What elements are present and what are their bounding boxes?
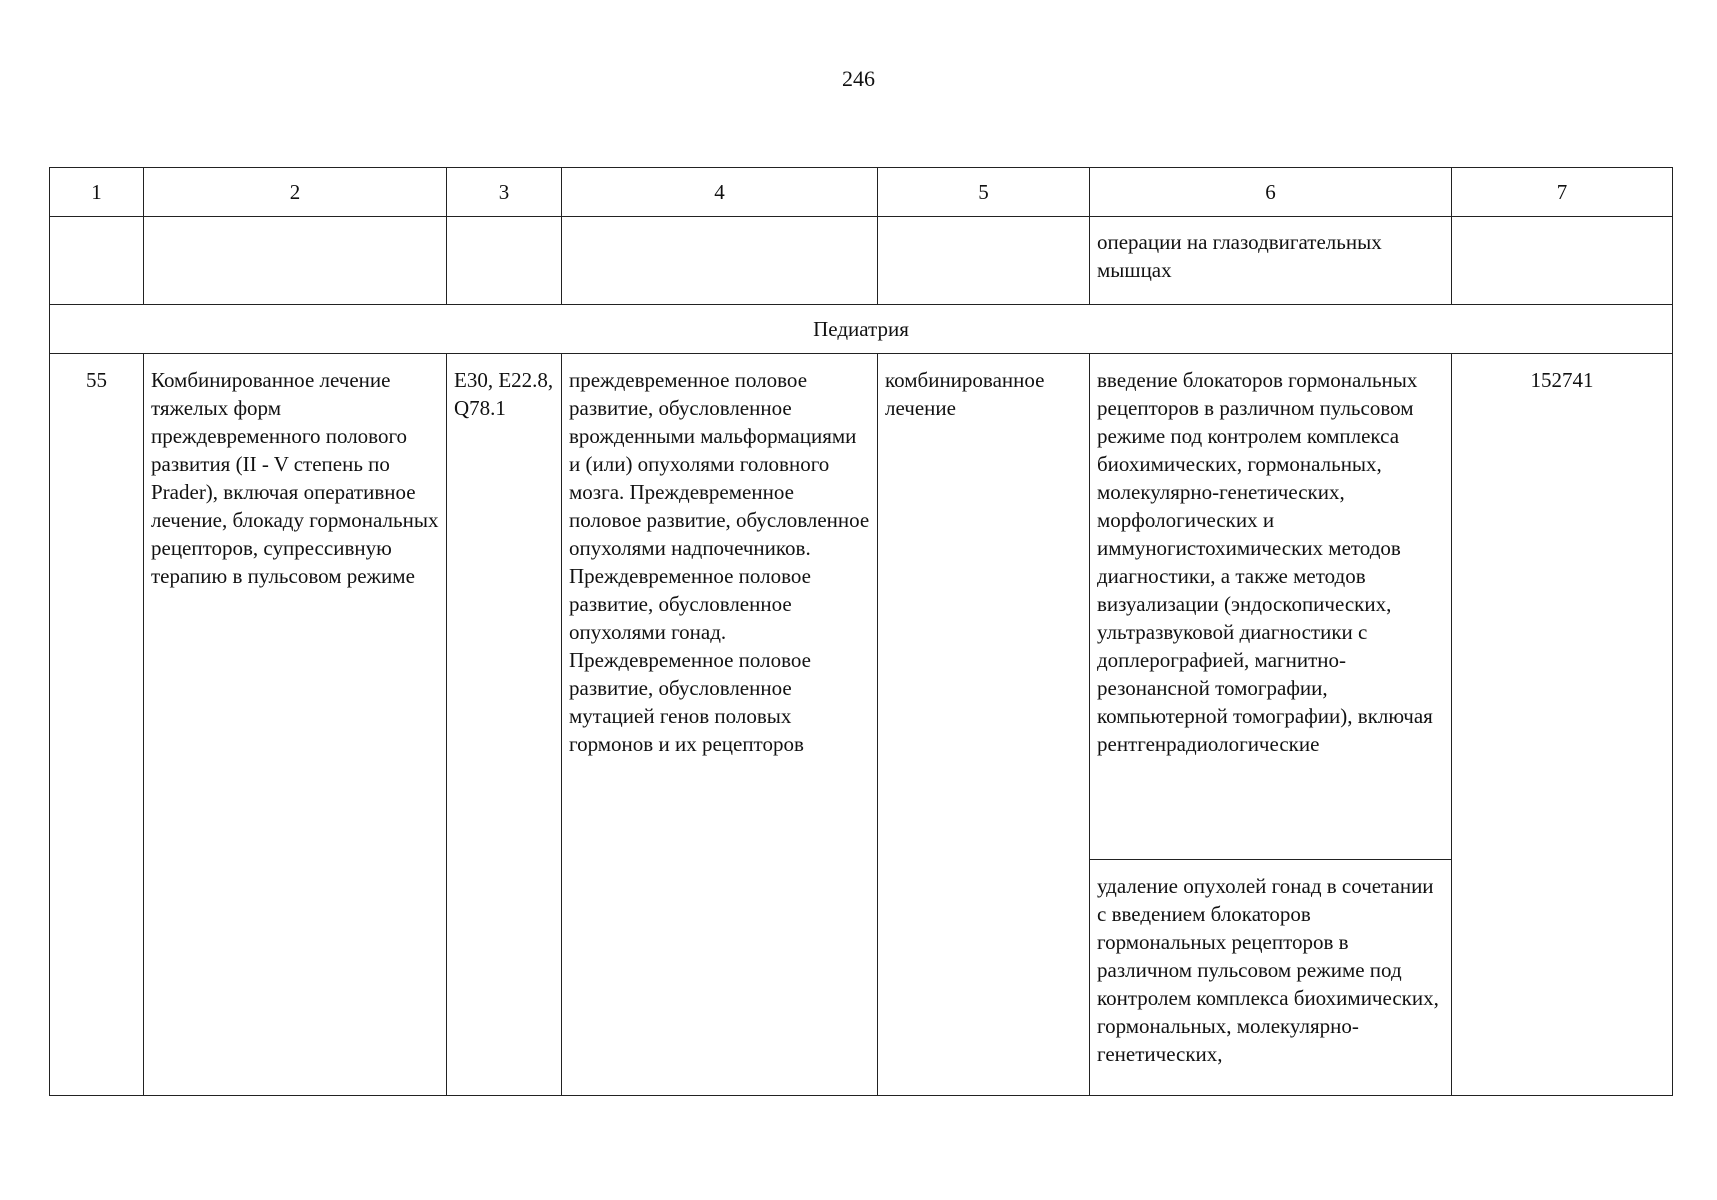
table-row [50, 354, 1673, 860]
care-type-name-cell: Комбинированное лечение тяжелых форм преждевременного полового развития (II - V степень по Prader), включая оперативное лечение, блокаду гормональных рецепторов, супрессивную терапию в пульсовом режиме [144, 354, 447, 1096]
empty-cell [144, 217, 447, 305]
continuation-row [50, 217, 1673, 305]
empty-cell [562, 217, 878, 305]
medical-care-table [49, 167, 1673, 1096]
column-number-cell: 6 [1090, 168, 1452, 217]
section-header-row [50, 305, 1673, 354]
column-number-cell: 2 [144, 168, 447, 217]
section-title: Педиатрия [50, 305, 1673, 354]
icd-codes-cell: E30, E22.8, Q78.1 [447, 354, 562, 1096]
treatment-type-cell: комбинированное лечение [878, 354, 1090, 1096]
column-number-row [50, 168, 1673, 217]
diagnosis-cell: преждевременное половое развитие, обусловленное врожденными мальформациями и (или) опухолями головного мозга. Преждевременное половое развитие, обусловленное опухолями надпочечников. Преждевременное половое развитие, обусловленное опухолями гонад. Преждевременное половое развитие, обусловленное мутацией генов половых гормонов и их рецепторов [562, 354, 878, 1096]
page-number: 246 [842, 66, 875, 91]
treatment-method-cell: введение блокаторов гормональных рецепторов в различном пульсовом режиме под контролем комплекса биохимических, гормональных, молекулярно-генетических, морфологических и иммуногистохимических методов диагностики, а также методов визуализации (эндоскопических, ультразвуковой диагностики с доплерографией, магнитно-резонансной томографии, компьютерной томографии), включая рентгенрадиологические [1090, 354, 1452, 860]
column-number-cell: 4 [562, 168, 878, 217]
continuation-method-cell: операции на глазодвигательных мышцах [1090, 217, 1452, 305]
empty-cell [1452, 217, 1673, 305]
empty-cell [50, 217, 144, 305]
empty-cell [878, 217, 1090, 305]
column-number-cell: 3 [447, 168, 562, 217]
column-number-cell: 1 [50, 168, 144, 217]
empty-cell [447, 217, 562, 305]
norm-cost-cell: 152741 [1452, 354, 1673, 1096]
treatment-method-cell: удаление опухолей гонад в сочетании с введением блокаторов гормональных рецепторов в различном пульсовом режиме под контролем комплекса биохимических, гормональных, молекулярно-генетических, [1090, 860, 1452, 1096]
column-number-cell: 7 [1452, 168, 1673, 217]
row-number-cell: 55 [50, 354, 144, 1096]
column-number-cell: 5 [878, 168, 1090, 217]
